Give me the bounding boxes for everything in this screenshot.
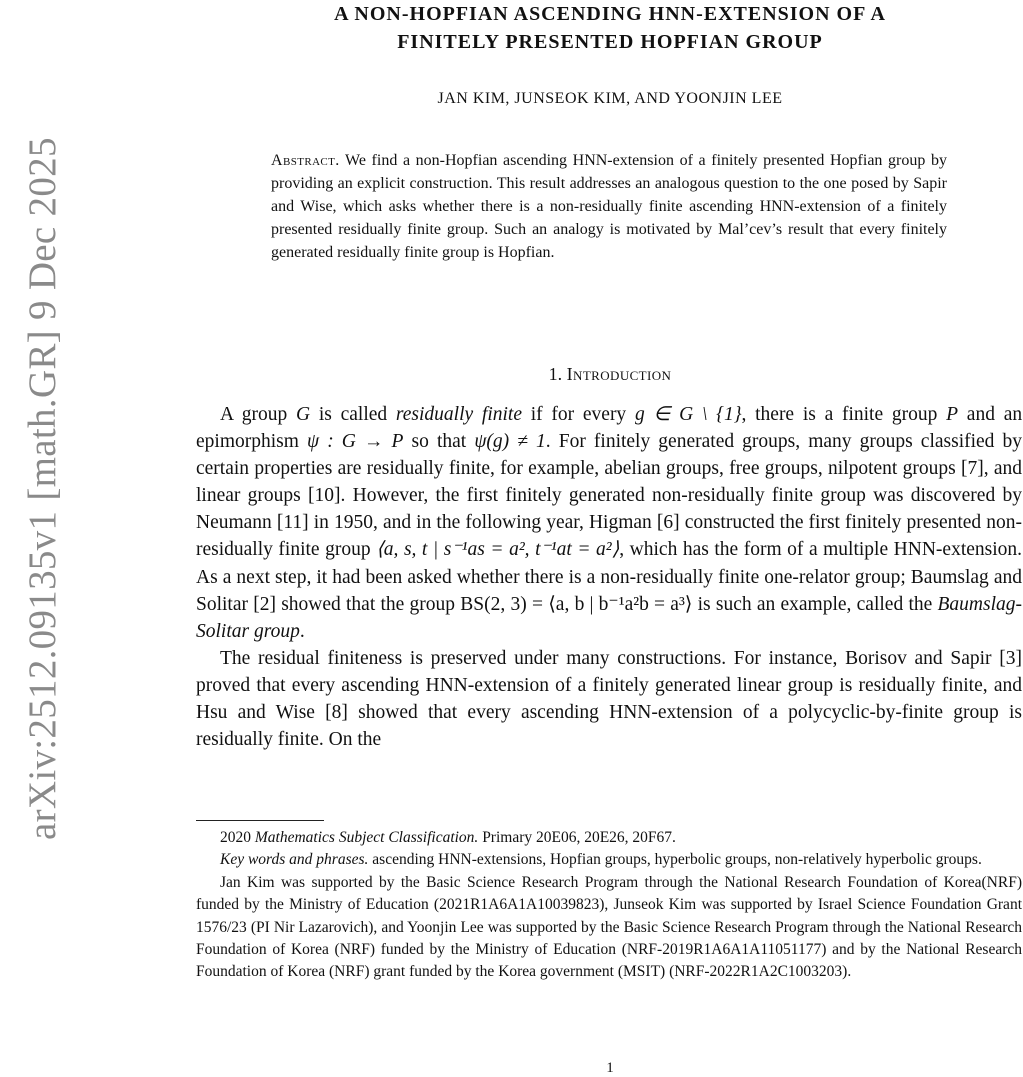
paper-title — [200, 0, 1020, 56]
p1-s15: , which has the form of a multiple HNN-extension. As a next step, it had been asked whether there is a non-residually finite one-relator group; Baumslag and Solitar [2] showed that the group — [196, 539, 1023, 615]
arxiv-sidebar — [0, 80, 64, 840]
paragraph-1 — [196, 401, 1022, 645]
footnote-keywords — [196, 849, 1022, 871]
section-heading — [200, 364, 1020, 385]
baumslag-solitar-term: Baumslag-Solitar group — [196, 593, 1022, 642]
higman-presentation: ⟨a, s, t | s⁻¹as = a², t⁻¹at = a²⟩ — [376, 539, 620, 561]
p1-s3: is called — [318, 404, 388, 425]
p1-s11: so that — [411, 431, 467, 453]
paragraph-2: The residual finiteness is preserved under many constructions. For instance, Borisov and Sapir [3] proved that every ascending HNN-extension of a finitely generated linear group is residually finite, and Hsu and Wise [8] showed that every ascending HNN-extension of a polycyclic-by-finite group is residually finite. On the — [196, 647, 1022, 751]
msc-label: Mathematics Subject Classification. — [254, 829, 479, 846]
p1-s13: . For finitely generated groups, many groups classified by certain properties are residually finite, for example, abelian groups, free groups, nilpotent groups [7], and linear groups [10]. However, the first finitely generated non-residually finite group was discovered by Neumann [11] in 1950, and in the following year, Higman [6] constructed the first finitely presented non-residually finite group — [196, 431, 1023, 561]
p1-math-psig: ψ(g) ≠ 1 — [474, 431, 546, 453]
section-title: Introduction — [566, 364, 672, 384]
p1-s7: , there is a finite group — [741, 404, 938, 425]
keywords-label: Key words and phrases. — [220, 851, 369, 869]
keywords-text: ascending HNN-extensions, Hopfian groups, hyperbolic groups, non-relatively hyperbolic groups. — [372, 851, 982, 869]
abstract-label: Abstract. — [271, 152, 340, 169]
p1-s9: and an epimorphism — [196, 404, 1023, 453]
msc-year: 2020 — [220, 829, 251, 846]
p1-math-g: g ∈ G \ {1} — [634, 404, 742, 425]
title-line-1: A NON-HOPFIAN ASCENDING HNN-EXTENSION OF A — [334, 3, 886, 25]
p1-s17: is such an example, called the — [697, 593, 933, 615]
footnotes — [196, 827, 1022, 984]
abstract-text: We find a non-Hopfian ascending HNN-extension of a finitely presented Hopfian group by providing an explicit construction. This result addresses an analogous question to the one posed by Sapir and Wise, which asks whether there is a non-residually finite ascending HNN-extension of a finitely presented residually finite group. Such an analogy is motivated by Mal’cev’s result that every finitely generated residually finite group is Hopfian. — [271, 152, 948, 261]
title-line-2: FINITELY PRESENTED HOPFIAN GROUP — [397, 31, 823, 53]
abstract — [271, 149, 947, 264]
p1-s5: if for every — [530, 404, 627, 425]
footnote-funding: Jan Kim was supported by the Basic Science Research Program through the National Research Foundation of Korea(NRF) funded by the Ministry of Education (2021R1A6A1A10039823), Junseok Kim was supported by Israel Science Foundation Grant 1576/23 (PI Nir Lazarovich), and Yoonjin Lee was supported by the Basic Science Research Program through the National Research Foundation of Korea (NRF) funded by the Ministry of Education (NRF-2019R1A6A1A11051177) and by the National Research Foundation of Korea (NRF) grant funded by the Korea government (MSIT) (NRF-2022R1A2C1003203). — [196, 873, 1022, 981]
p1-s2: G — [296, 404, 311, 425]
footnote-msc — [196, 827, 1022, 849]
page-number: 1 — [606, 1060, 614, 1076]
residually-finite-term: residually finite — [395, 404, 522, 425]
p1-s19: . — [299, 620, 305, 642]
msc-text: Primary 20E06, 20E26, 20F67. — [482, 829, 676, 846]
footnote-rule — [196, 820, 324, 821]
p1-math-p: P — [946, 404, 959, 425]
body-text — [196, 401, 1022, 753]
p1-math-psi: ψ : G → P — [307, 431, 404, 453]
arxiv-identifier: arXiv:2512.09135v1 [math.GR] 9 Dec 2025 — [21, 137, 64, 840]
author-list: JAN KIM, JUNSEOK KIM, AND YOONJIN LEE — [437, 90, 783, 107]
p1-s1: A group — [220, 404, 288, 425]
bs-presentation: BS(2, 3) = ⟨a, b | b⁻¹a²b = a³⟩ — [460, 593, 693, 615]
section-number: 1. — [548, 364, 563, 384]
